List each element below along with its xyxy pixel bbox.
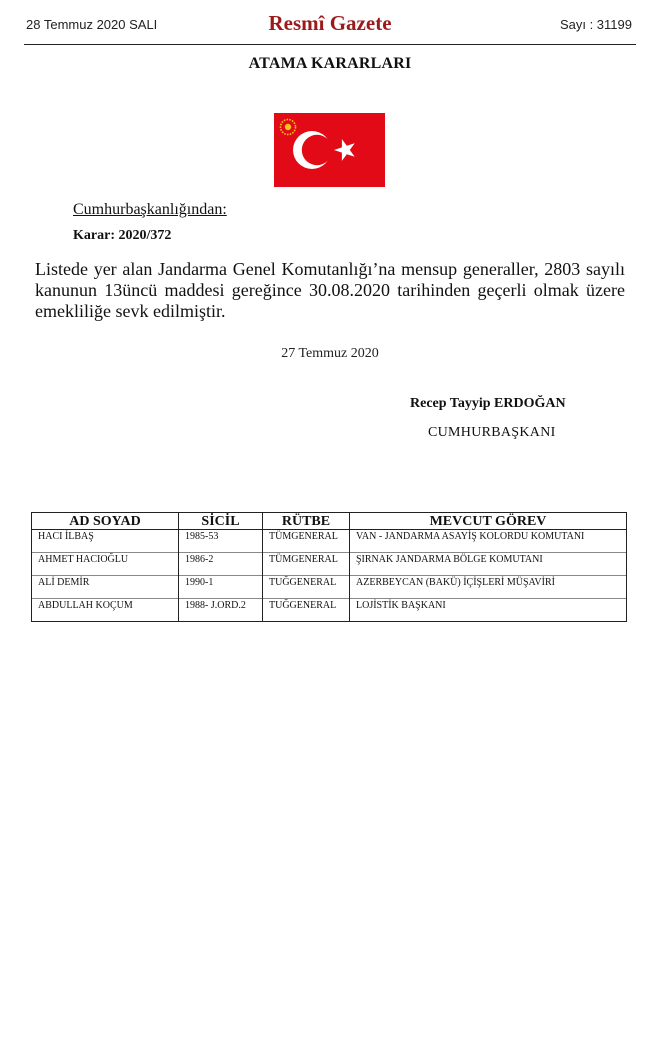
column-header-registry: SİCİL [179,513,263,530]
issue-date: 28 Temmuz 2020 SALI [26,17,158,32]
cell-position: AZERBEYCAN (BAKÜ) İÇİŞLERİ MÜŞAVİRİ [350,576,627,599]
cell-rank: TUĞGENERAL [263,576,350,599]
cell-rank: TÜMGENERAL [263,553,350,576]
signer-title: CUMHURBAŞKANI [428,425,556,440]
section-title: ATAMA KARARLARI [248,55,412,72]
turkish-flag-icon [274,113,385,187]
cell-rank: TÜMGENERAL [263,530,350,553]
table-row [32,553,627,576]
cell-name: AHMET HACIOĞLU [32,553,179,576]
decree-date: 27 Temmuz 2020 [281,346,379,361]
gazette-title: Resmî Gazete [268,11,392,35]
column-header-rank: RÜTBE [263,513,350,530]
table-row [32,530,627,553]
cell-position: VAN - JANDARMA ASAYİŞ KOLORDU KOMUTANI [350,530,627,553]
cell-rank: TUĞGENERAL [263,599,350,622]
table-header-row [32,513,627,530]
decision-number: Karar: 2020/372 [73,228,172,243]
issue-number: Sayı : 31199 [559,17,632,32]
cell-name: HACI İLBAŞ [32,530,179,553]
column-header-position: MEVCUT GÖREV [350,513,627,530]
cell-registry: 1985-53 [179,530,263,553]
signer-name: Recep Tayyip ERDOĞAN [410,396,566,411]
cell-registry: 1986-2 [179,553,263,576]
cell-name: ABDULLAH KOÇUM [32,599,179,622]
decree-body: Listede yer alan Jandarma Genel Komutanlığı’na mensup generaller, 2803 sayılı kanunun 13üncü maddesi gereğince 30.08.2020 tarihinden geçerli olmak üzere emekliliğe sevk edilmiştir. [35,259,625,321]
cell-name: ALİ DEMİR [32,576,179,599]
table-row [32,576,627,599]
issuing-authority: Cumhurbaşkanlığından: [73,201,227,218]
cell-position: ŞIRNAK JANDARMA BÖLGE KOMUTANI [350,553,627,576]
column-header-name: AD SOYAD [32,513,179,530]
gazette-header [24,0,636,45]
generals-table [31,512,627,622]
cell-registry: 1990-1 [179,576,263,599]
table-row [32,599,627,622]
cell-position: LOJİSTİK BAŞKANI [350,599,627,622]
cell-registry: 1988- J.ORD.2 [179,599,263,622]
